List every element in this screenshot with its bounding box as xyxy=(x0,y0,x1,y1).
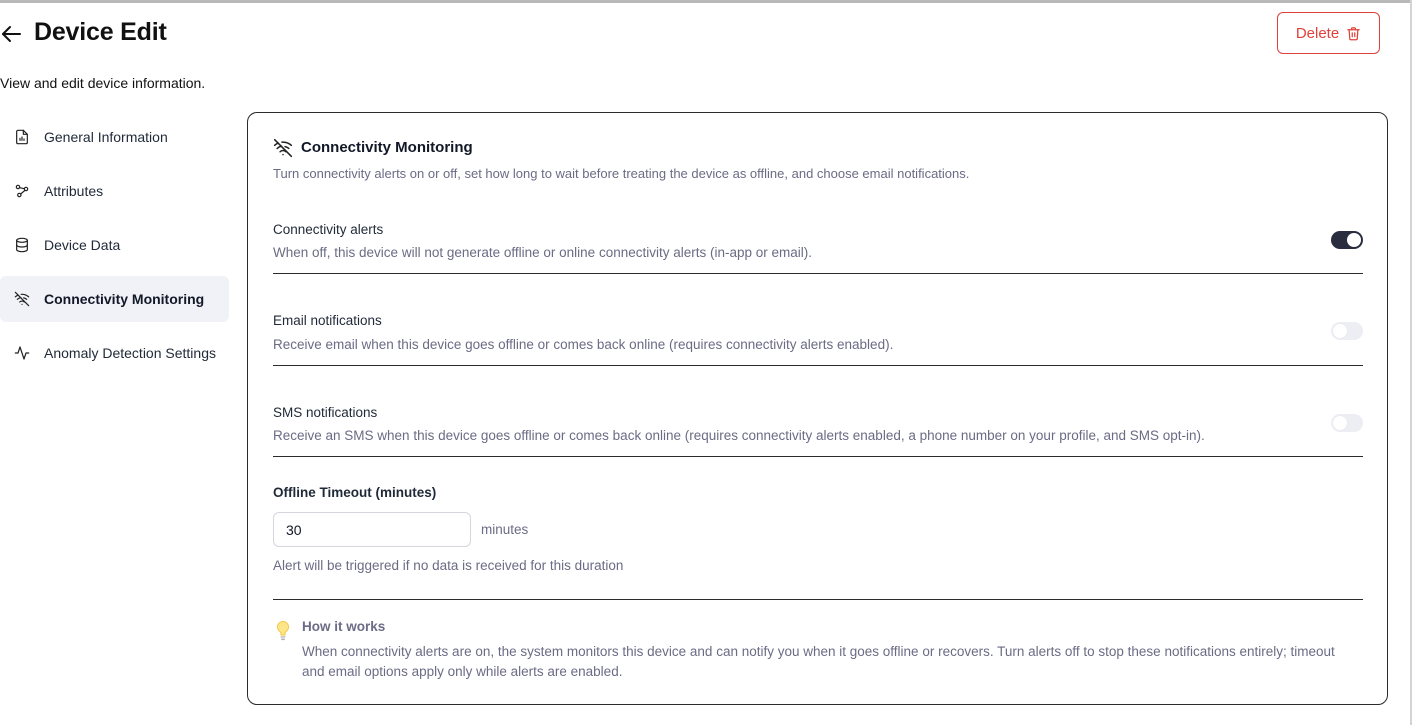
setting-sms-notifications xyxy=(273,401,1363,457)
setting-label: SMS notifications xyxy=(273,405,378,420)
nodes-icon xyxy=(14,183,30,199)
back-arrow-icon[interactable] xyxy=(0,22,24,46)
how-it-works-text: When connectivity alerts are on, the system monitors this device and can notify you when it goes offline or recovers. Turn alerts off to stop these notifications entirely; timeout and email options apply only while alerts are enabled. xyxy=(302,644,1335,679)
sidebar-item-connectivity-monitoring[interactable] xyxy=(0,276,229,322)
toggle-knob xyxy=(1333,324,1347,338)
setting-email-notifications xyxy=(273,309,1363,366)
wifi-off-icon xyxy=(273,138,293,158)
sidebar-item-label: Device Data xyxy=(44,237,121,253)
activity-icon xyxy=(14,345,30,361)
timeout-unit-label: minutes xyxy=(481,522,529,537)
sidebar-item-label: Connectivity Monitoring xyxy=(44,291,205,307)
setting-label: Connectivity alerts xyxy=(273,222,384,237)
connectivity-monitoring-card xyxy=(247,112,1388,705)
section-divider xyxy=(273,599,1363,600)
sidebar-item-anomaly-detection-settings[interactable] xyxy=(0,330,229,376)
setting-description: When off, this device will not generate offline or online connectivity alerts (in-app or email). xyxy=(273,245,813,260)
delete-button-label: Delete xyxy=(1295,24,1340,42)
setting-connectivity-alerts xyxy=(273,218,1363,274)
card-title: Connectivity Monitoring xyxy=(301,139,473,156)
sidebar-item-general-information[interactable] xyxy=(0,114,229,160)
file-chart-icon xyxy=(14,129,30,145)
setting-label: Email notifications xyxy=(273,313,382,328)
offline-timeout-label: Offline Timeout (minutes) xyxy=(273,485,437,500)
how-it-works-title: How it works xyxy=(302,619,386,634)
sms-notifications-toggle[interactable] xyxy=(1331,414,1363,432)
offline-timeout-input[interactable] xyxy=(273,512,471,547)
page-subtitle: View and edit device information. xyxy=(0,75,206,91)
sidebar-item-label: General Information xyxy=(44,129,168,145)
connectivity-alerts-toggle[interactable] xyxy=(1331,231,1363,249)
toggle-knob xyxy=(1347,233,1361,247)
setting-description: Receive an SMS when this device goes offline or comes back online (requires connectivity alerts enabled, a phone number on your profile, and SMS opt-in). xyxy=(273,428,1205,443)
email-notifications-toggle[interactable] xyxy=(1331,322,1363,340)
card-description: Turn connectivity alerts on or off, set how long to wait before treating the device as offline, and choose email notifications. xyxy=(273,166,970,181)
trash-icon xyxy=(1346,26,1361,41)
setting-description: Receive email when this device goes offline or comes back online (requires connectivity alerts enabled). xyxy=(273,337,894,352)
sidebar-item-label: Attributes xyxy=(44,183,104,199)
delete-button[interactable] xyxy=(1277,12,1380,54)
wifi-off-icon xyxy=(14,291,30,307)
toggle-knob xyxy=(1333,416,1347,430)
timeout-hint: Alert will be triggered if no data is received for this duration xyxy=(273,558,624,573)
sidebar-item-label: Anomaly Detection Settings xyxy=(44,345,216,361)
settings-sidebar xyxy=(0,114,229,384)
sidebar-item-attributes[interactable] xyxy=(0,168,229,214)
window-top-border xyxy=(0,0,1412,3)
database-icon xyxy=(14,237,30,253)
sidebar-item-device-data[interactable] xyxy=(0,222,229,268)
lightbulb-icon xyxy=(275,620,291,642)
page-title: Device Edit xyxy=(34,18,167,46)
